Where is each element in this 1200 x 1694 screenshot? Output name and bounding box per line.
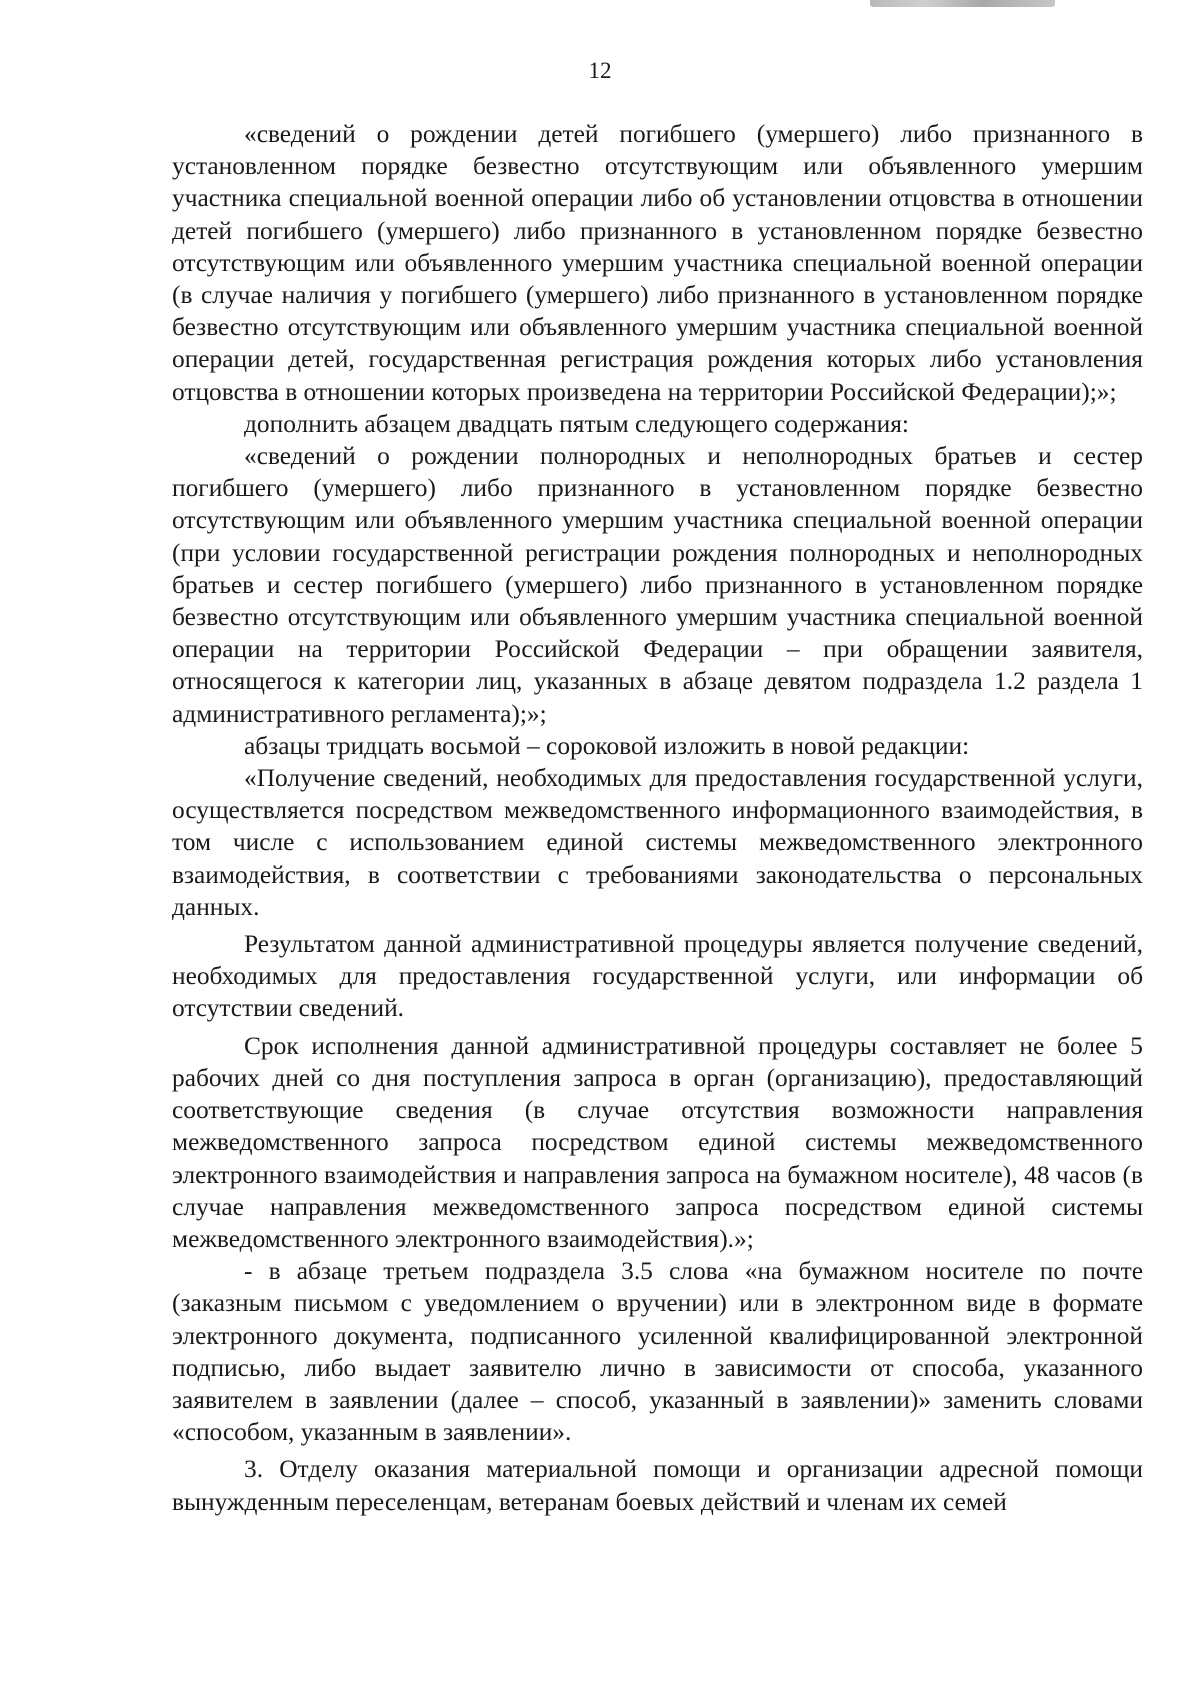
page-number: 12	[588, 58, 612, 83]
document-body	[172, 118, 1143, 1518]
paragraph-new-wording: абзацы тридцать восьмой – сороковой изложить в новой редакции:	[244, 731, 970, 760]
paragraph-item-3: 3. Отделу оказания материальной помощи и организации адресной помощи вынужденным переселенцам, ветеранам боевых действий и членам их семей	[172, 1455, 1143, 1516]
paragraph-subsection-3-5: - в абзаце третьем подраздела 3.5 слова «на бумажном носителе по почте (заказным письмом с уведомлением о вручении) или в электронном виде в формате электронного документа, подписанного усиленной квалифицированной электронной подписью, либо выдает заявителю лично в зависимости от способа, указанного заявителем в заявлении (далее – способ, указанный в заявлении)» заменить словами «способом, указанным в заявлении».	[172, 1257, 1143, 1447]
paragraph-supplement-25: дополнить абзацем двадцать пятым следующего содержания:	[244, 409, 909, 438]
paragraph-births-of-siblings: «сведений о рождении полнородных и неполнородных братьев и сестер погибшего (умершего) либо признанного в установленном порядке безвестно отсутствующим или объявленного умершим участника специальной военной операции (при условии государственной регистрации рождения полнородных и неполнородных братьев и сестер погибшего (умершего) либо признанного в установленном порядке безвестно отсутствующим или объявленного умершим участника специальной военной операции на территории Российской Федерации – при обращении заявителя, относящегося к категории лиц, указанных в абзаце девятом подраздела 1.2 раздела 1 административного регламента);»;	[172, 442, 1143, 728]
paragraph-births-of-children: «сведений о рождении детей погибшего (умершего) либо признанного в установленном порядке безвестно отсутствующим или объявленного умершим участника специальной военной операции либо об установлении отцовства в отношении детей погибшего (умершего) либо признанного в установленном порядке безвестно отсутствующим или объявленного умершим участника специальной военной операции (в случае наличия у погибшего (умершего) либо признанного в установленном порядке безвестно отсутствующим или объявленного умершим участника специальной военной операции детей, государственная регистрация рождения которых либо установления отцовства в отношении которых произведена на территории Российской Федерации);»;	[172, 120, 1143, 406]
paragraph-execution-term: Срок исполнения данной административной процедуры составляет не более 5 рабочих дней со дня поступления запроса в орган (организацию), предоставляющий соответствующие сведения (в случае отсутствия возможности направления межведомственного запроса посредством единой системы межведомственного электронного взаимодействия и направления запроса на бумажном носителе), 48 часов (в случае направления межведомственного запроса посредством единой системы межведомственного электронного взаимодействия).»;	[172, 1031, 1143, 1253]
scan-artifact-top-left	[245, 0, 395, 6]
redacted-stamp-top-right	[870, 0, 1055, 7]
paragraph-procedure-result: Результатом данной административной процедуры является получение сведений, необходимых для предоставления государственной услуги, или информации об отсутствии сведений.	[172, 930, 1143, 1023]
paragraph-receipt-of-information: «Получение сведений, необходимых для предоставления государственной услуги, осуществляется посредством межведомственного информационного взаимодействия, в том числе с использованием единой системы межведомственного электронного взаимодействия, в соответствии с требованиями законодательства о персональных данных.	[172, 764, 1143, 921]
